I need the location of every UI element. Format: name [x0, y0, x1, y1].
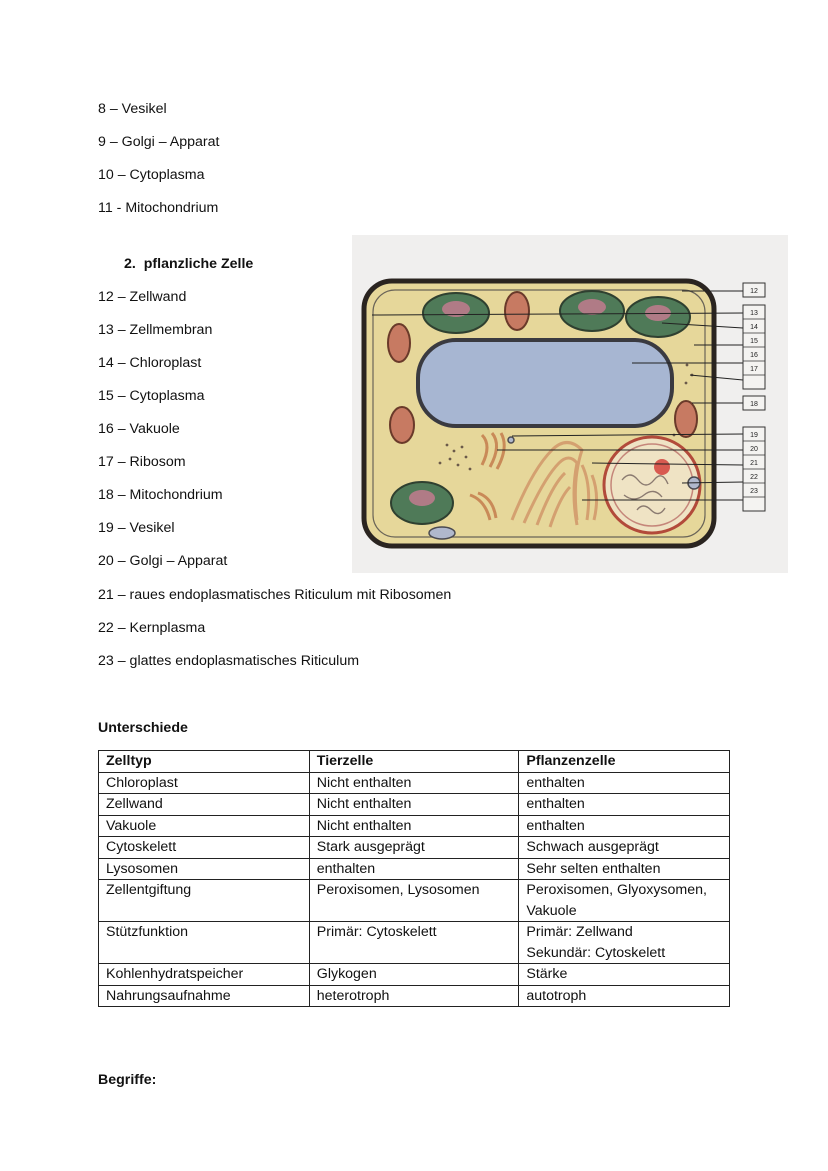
- table-header-row: [99, 751, 730, 773]
- column-header-animal: Tierzelle: [309, 751, 519, 773]
- table-row: [99, 815, 730, 837]
- differences-title: Unterschiede: [98, 720, 188, 736]
- list-item-18: 18 – Mitochondrium: [98, 487, 223, 503]
- section-heading-plant-cell: [124, 255, 253, 273]
- table-row: [99, 880, 730, 922]
- figure-label-14: 14: [750, 324, 758, 331]
- heading-text: pflanzliche Zelle: [143, 256, 254, 272]
- figure-label-15: 15: [750, 338, 758, 345]
- list-item-13: 13 – Zellmembran: [98, 322, 213, 338]
- list-item-22: 22 – Kernplasma: [98, 620, 206, 636]
- list-item-8: 8 – Vesikel: [98, 101, 167, 117]
- figure-label-17: 17: [750, 366, 758, 373]
- figure-label-12: 12: [750, 288, 758, 295]
- table-cell: Nahrungsaufnahme: [99, 985, 310, 1007]
- differences-table: [98, 750, 730, 1007]
- list-item-14: 14 – Chloroplast: [98, 355, 202, 371]
- table-row: [99, 922, 730, 964]
- vacuole: [418, 340, 672, 426]
- list-item-20: 20 – Golgi – Apparat: [98, 553, 228, 569]
- table-cell: Peroxisomen, Lysosomen: [309, 880, 519, 922]
- table-cell: Nicht enthalten: [309, 794, 519, 816]
- table-cell: Nicht enthalten: [309, 815, 519, 837]
- figure-label-21: 21: [750, 460, 758, 467]
- table-cell: Stark ausgeprägt: [309, 837, 519, 859]
- table-cell: [519, 922, 730, 964]
- table-cell: enthalten: [519, 772, 730, 794]
- table-cell: Schwach ausgeprägt: [519, 837, 730, 859]
- list-item-10: 10 – Cytoplasma: [98, 167, 205, 183]
- figure-label-18: 18: [750, 401, 758, 408]
- list-item-9: 9 – Golgi – Apparat: [98, 134, 220, 150]
- list-item-15: 15 – Cytoplasma: [98, 388, 205, 404]
- table-row: [99, 985, 730, 1007]
- cell-line: Vakuole: [526, 902, 577, 919]
- table-cell: Chloroplast: [99, 772, 310, 794]
- table-cell: Zellwand: [99, 794, 310, 816]
- list-item-21: 21 – raues endoplasmatisches Riticulum mit Ribosomen: [98, 587, 452, 603]
- figure-label-16: 16: [750, 352, 758, 359]
- figure-label-19: 19: [750, 432, 758, 439]
- figure-label-23: 23: [750, 488, 758, 495]
- table-cell: Lysosomen: [99, 858, 310, 880]
- nucleus: [604, 437, 700, 533]
- column-header-celltype: Zelltyp: [99, 751, 310, 773]
- table-cell: [519, 880, 730, 922]
- table-cell: autotroph: [519, 985, 730, 1007]
- figure-label-13: 13: [750, 310, 758, 317]
- list-item-16: 16 – Vakuole: [98, 421, 180, 437]
- table-row: [99, 858, 730, 880]
- column-header-plant: Pflanzenzelle: [519, 751, 730, 773]
- figure-label-22: 22: [750, 474, 758, 481]
- list-item-11: 11 - Mitochondrium: [98, 200, 219, 216]
- list-item-12: 12 – Zellwand: [98, 289, 187, 305]
- table-row: [99, 964, 730, 986]
- heading-number: 2.: [124, 256, 136, 272]
- cell-line: Sekundär: Cytoskelett: [526, 944, 666, 961]
- cell-line: Peroxisomen, Glyoxysomen,: [526, 882, 707, 898]
- table-cell: heterotroph: [309, 985, 519, 1007]
- table-cell: Stärke: [519, 964, 730, 986]
- cell-line: Primär: Zellwand: [526, 924, 633, 940]
- table-cell: Cytoskelett: [99, 837, 310, 859]
- table-cell: Glykogen: [309, 964, 519, 986]
- table-cell: Vakuole: [99, 815, 310, 837]
- table-cell: Kohlenhydratspeicher: [99, 964, 310, 986]
- terms-title: Begriffe:: [98, 1072, 157, 1088]
- nucleolus: [654, 459, 670, 475]
- table-row: [99, 837, 730, 859]
- table-row: [99, 772, 730, 794]
- plant-cell-illustration: [352, 235, 788, 573]
- table-cell: Nicht enthalten: [309, 772, 519, 794]
- table-row: [99, 794, 730, 816]
- list-item-23: 23 – glattes endoplasmatisches Riticulum: [98, 653, 360, 669]
- table-cell: Primär: Cytoskelett: [309, 922, 519, 964]
- figure-label-20: 20: [750, 446, 758, 453]
- table-cell: Stützfunktion: [99, 922, 310, 964]
- list-item-19: 19 – Vesikel: [98, 520, 175, 536]
- table-cell: Zellentgiftung: [99, 880, 310, 922]
- table-cell: enthalten: [309, 858, 519, 880]
- plant-cell-diagram: [352, 235, 788, 573]
- table-cell: enthalten: [519, 794, 730, 816]
- list-item-17: 17 – Ribosom: [98, 454, 186, 470]
- table-cell: Sehr selten enthalten: [519, 858, 730, 880]
- table-cell: enthalten: [519, 815, 730, 837]
